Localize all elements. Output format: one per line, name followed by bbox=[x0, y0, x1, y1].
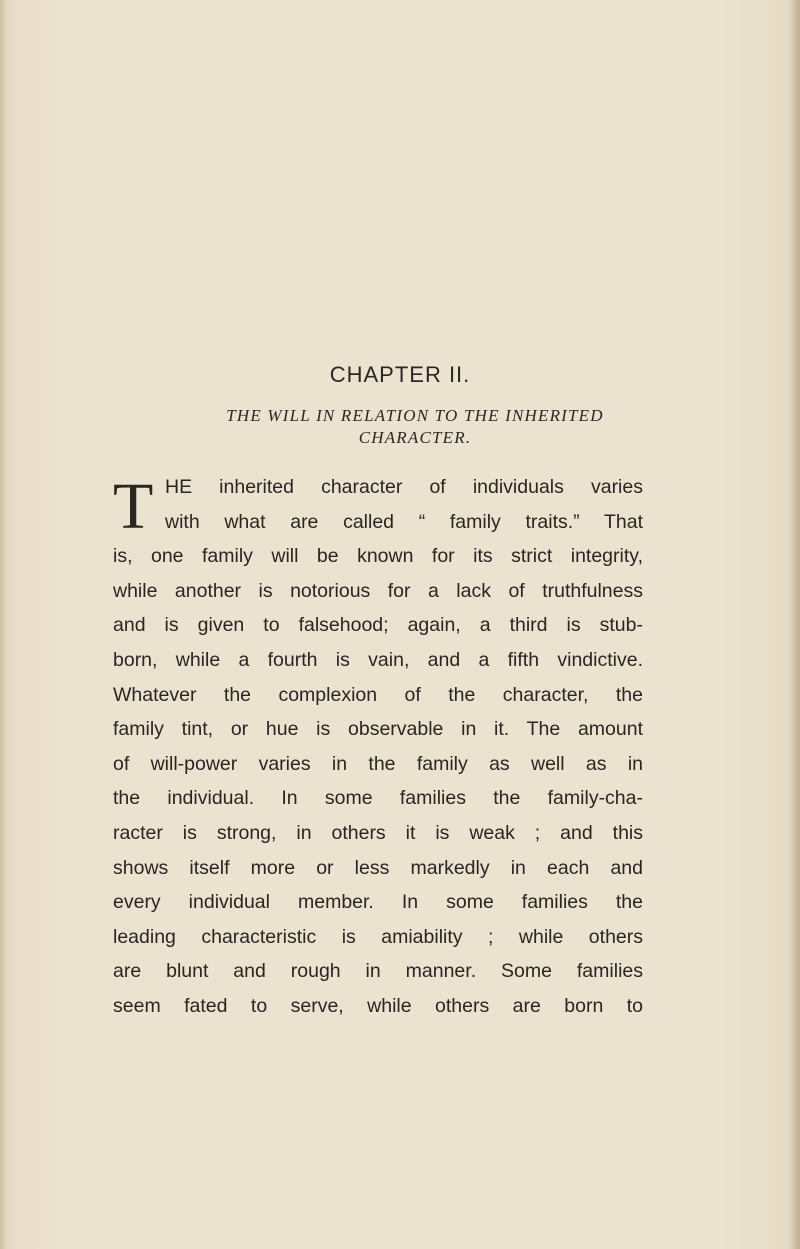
text-line: HE inherited character of individuals varies bbox=[165, 476, 643, 498]
chapter-heading: CHAPTER II. bbox=[329, 362, 471, 387]
chapter-title-line: CHARACTER. bbox=[358, 428, 472, 447]
text-line: while another is notorious for a lack of truthfulness bbox=[113, 579, 643, 602]
text-line: leading characteristic is amiability ; while others bbox=[113, 925, 643, 948]
text-line: is, one family will be known for its strict integrity, bbox=[113, 545, 643, 568]
text-line: seem fated to serve, while others are born to bbox=[113, 994, 643, 1017]
chapter-title-line: THE WILL IN RELATION TO THE INHERITED bbox=[226, 406, 604, 425]
text-line: the individual. In some families the family-cha- bbox=[113, 787, 643, 810]
page-left-edge bbox=[0, 0, 6, 1249]
text-line: are blunt and rough in manner. Some families bbox=[113, 960, 643, 983]
body-paragraph bbox=[113, 470, 643, 1024]
text-line: shows itself more or less markedly in each and bbox=[113, 856, 643, 879]
text-line: and is given to falsehood; again, a third is stub- bbox=[113, 614, 643, 637]
page-right-edge bbox=[790, 0, 800, 1249]
text-line: with what are called “ family traits.” That bbox=[165, 510, 643, 533]
text-line: every individual member. In some families the bbox=[113, 891, 643, 914]
text-line: racter is strong, in others it is weak ; and this bbox=[113, 821, 643, 844]
text-line: born, while a fourth is vain, and a fifth vindictive. bbox=[113, 648, 643, 671]
chapter-title bbox=[195, 405, 635, 449]
text-line: of will-power varies in the family as well as in bbox=[113, 752, 643, 775]
text-line: Whatever the complexion of the character, the bbox=[113, 683, 643, 706]
text-line: family tint, or hue is observable in it. The amount bbox=[113, 718, 643, 741]
drop-cap: T bbox=[113, 470, 154, 543]
